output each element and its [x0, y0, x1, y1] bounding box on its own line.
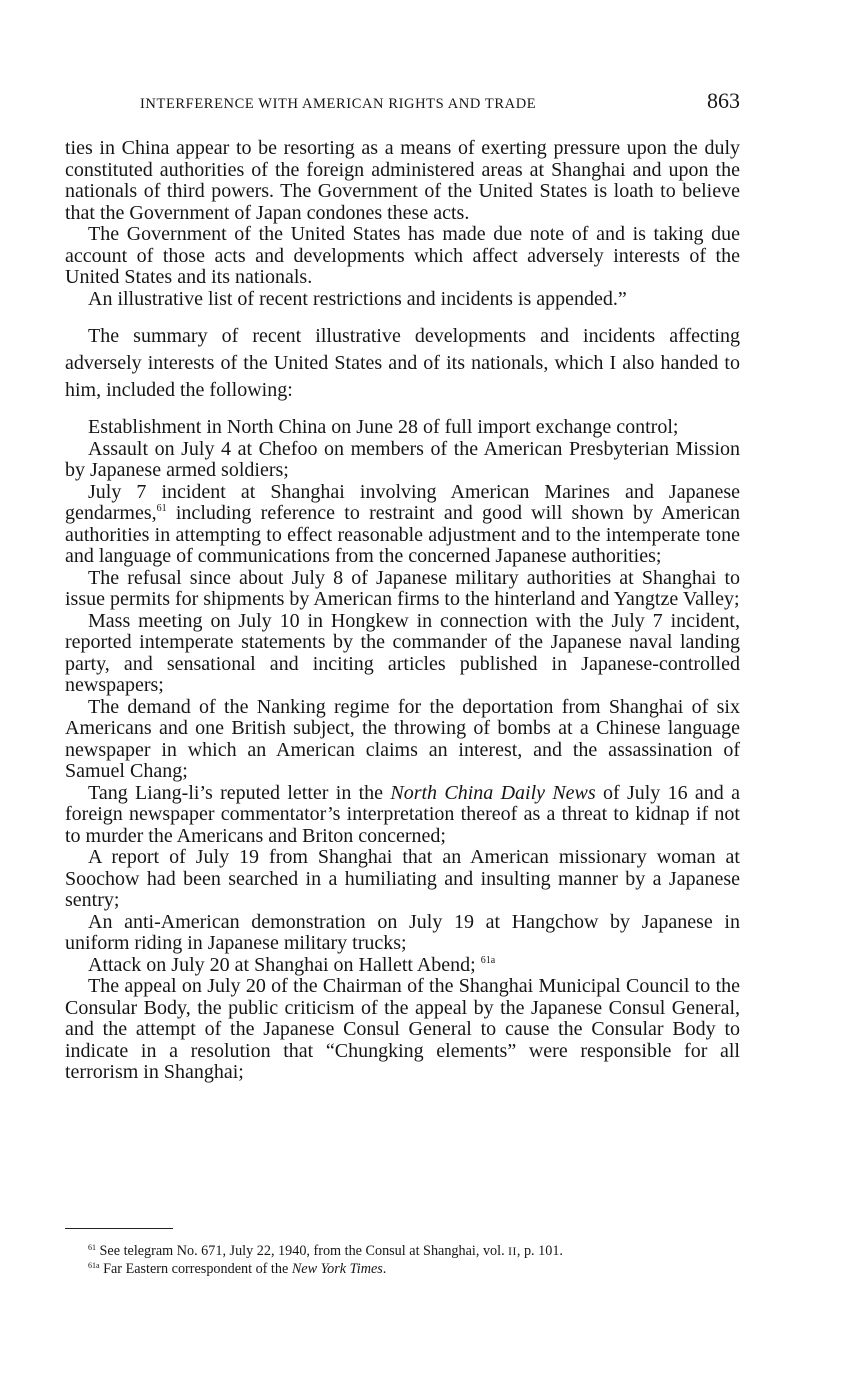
footnote-61a	[65, 1261, 745, 1278]
incident-item: Mass meeting on July 10 in Hongkew in connection with the July 7 incident, reported intemperate statements by the commander of the Japanese naval landing party, and sensational and inciting articles published in Japanese-controlled newspapers;	[65, 609, 740, 696]
incident-text: Attack on July 20 at Shanghai on Hallett Abend;	[88, 953, 476, 976]
newspaper-title: North China Daily News	[390, 781, 596, 804]
incident-text: of July 16 and a foreign newspaper commentator’s interpretation thereof as a threat to kidnap if not to murder the Americans and Briton concerned;	[65, 781, 740, 847]
incident-item: The refusal since about July 8 of Japanese military authorities at Shanghai to issue permits for shipments by American firms to the hinterland and Yangtze Valley;	[65, 566, 740, 610]
footnote-ref: 61a	[480, 954, 496, 966]
incident-text: including reference to restraint and good will shown by American authorities in attempting to effect reasonable adjustment and to the intemperate tone and language of communications from the concerned Japanese authorities;	[65, 502, 740, 567]
footnote-text: Far Eastern correspondent of the	[99, 1261, 292, 1277]
incident-text: Tang Liang-li’s reputed letter in the	[88, 781, 391, 804]
incident-item: Establishment in North China on June 28 of full import exchange control;	[88, 416, 679, 438]
paragraph: The Government of the United States has made due note of and is taking due account of those acts and developments which affect adversely interests of the United States and its nationals.	[65, 223, 740, 288]
footnotes	[65, 1243, 745, 1278]
footnote-text: .	[382, 1261, 387, 1277]
volume-numeral: II	[508, 1246, 517, 1258]
newspaper-title: New York Times	[291, 1261, 383, 1277]
footnote-ref: 61	[156, 503, 167, 514]
incident-item: An anti-American demonstration on July 19 at Hangchow by Japanese in uniform riding in Japanese military trucks;	[65, 910, 740, 954]
footnote-mark: 61a	[88, 1261, 100, 1270]
footnote-text: , p. 101.	[516, 1243, 563, 1259]
footnote-mark: 61	[88, 1243, 96, 1252]
body-text	[65, 138, 740, 1084]
incident-item: A report of July 19 from Shanghai that an American missionary woman at Soochow had been searched in a humiliating and insulting manner by a Japanese sentry;	[65, 846, 740, 911]
footnote-61	[65, 1243, 745, 1261]
running-head: INTERFERENCE WITH AMERICAN RIGHTS AND TRADE	[140, 96, 537, 112]
footnote-text: See telegram No. 671, July 22, 1940, from the Consul at Shanghai, vol.	[96, 1243, 509, 1259]
incident-item: The demand of the Nanking regime for the deportation from Shanghai of six Americans and one British subject, the throwing of bombs at a Chinese language newspaper in which an American claims an interest, and the assassination of Samuel Chang;	[65, 695, 740, 782]
incident-item: The appeal on July 20 of the Chairman of the Shanghai Municipal Council to the Consular Body, the public criticism of the appeal by the Japanese Consul General, and the attempt of the Japanese Consul General to cause the Consular Body to indicate in a resolution that “Chungking elements” were responsible for all terrorism in Shanghai;	[65, 975, 740, 1083]
incident-item	[65, 482, 740, 568]
incident-item	[65, 783, 740, 848]
page-number: 863	[707, 88, 740, 113]
paragraph-continued: ties in China appear to be resorting as a means of exerting pressure upon the duly constituted authorities of the foreign administered areas at Shanghai and upon the nationals of third powers. The Government of the United States is loath to believe that the Government of Japan condones these acts.	[65, 137, 740, 224]
footnote-divider	[65, 1228, 173, 1229]
paragraph: An illustrative list of recent restrictions and incidents is appended.”	[88, 287, 627, 310]
incident-item	[65, 955, 740, 977]
summary-paragraph: The summary of recent illustrative developments and incidents affecting adversely interests of the United States and of its nationals, which I also handed to him, included the following:	[65, 325, 740, 401]
incident-item: Assault on July 4 at Chefoo on members of the American Presbyterian Mission by Japanese armed soldiers;	[65, 437, 740, 481]
incident-list	[65, 417, 740, 1084]
incident-text: July 7 incident at Shanghai involving American Marines and Japanese gendarmes,	[65, 480, 740, 524]
page-header	[140, 88, 740, 114]
